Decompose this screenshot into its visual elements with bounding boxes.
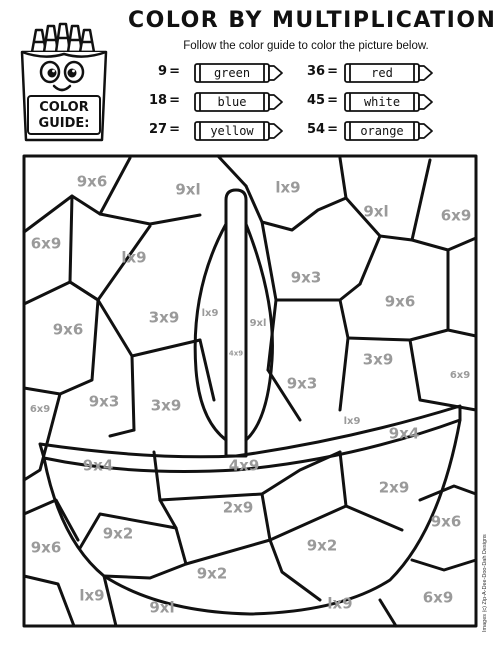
region-label: 9x4 [388, 424, 420, 443]
hull-line [154, 452, 186, 564]
region-label: 9xl [149, 598, 175, 617]
region-border [70, 196, 72, 282]
region-label: 9x3 [88, 392, 120, 411]
guide-number-value: 18 [149, 93, 168, 108]
region-border [110, 430, 134, 436]
equals-sign: = [169, 93, 180, 108]
guide-number-value: 54 [307, 122, 326, 137]
region-label: 6x9 [440, 206, 472, 225]
mascot-line2: GUIDE: [38, 116, 90, 131]
region-label: 4x9 [228, 349, 244, 358]
page-title: COLOR BY MULTIPLICATION [128, 8, 497, 33]
region-border [380, 600, 396, 626]
region-border [24, 576, 74, 626]
region-label: 3x9 [150, 396, 182, 415]
equals-sign: = [327, 93, 338, 108]
equals-sign: = [327, 64, 338, 79]
guide-number-value: 9 [158, 64, 168, 79]
region-label: lx9 [343, 416, 361, 427]
equals-sign: = [169, 64, 180, 79]
region-label: 4x9 [228, 456, 260, 475]
region-label: lx9 [275, 178, 301, 197]
region-border [24, 158, 130, 232]
region-label: 9x6 [30, 538, 62, 557]
region-label: 2x9 [222, 498, 254, 517]
region-label: 9xl [175, 180, 201, 199]
region-label: 6x9 [29, 404, 51, 415]
hull-line [104, 564, 186, 578]
region-border [346, 160, 430, 240]
region-label: 9x2 [102, 524, 134, 543]
region-label: 9x4 [82, 456, 114, 475]
region-label: 9x6 [384, 292, 416, 311]
copyright-notice: Images (c) Zip-A-Dee-Doo-Dah Designs [482, 534, 488, 632]
crayon-color-label: white [363, 95, 401, 109]
hull-line [262, 452, 340, 494]
region-border [262, 222, 360, 300]
region-border [412, 560, 476, 570]
guide-number-value: 27 [149, 122, 168, 137]
region-label: lx9 [121, 248, 147, 267]
region-label: 6x9 [449, 370, 471, 381]
equals-sign: = [169, 122, 180, 137]
equals-sign: = [327, 122, 338, 137]
region-label: 9x2 [196, 564, 228, 583]
guide-number-value: 45 [307, 93, 326, 108]
crayon-color-label: green [213, 66, 251, 80]
region-border [98, 300, 134, 430]
crayon-color-label: blue [217, 95, 247, 109]
region-label: 9xl [249, 318, 267, 329]
puzzle-frame [24, 156, 476, 626]
region-border [340, 300, 348, 410]
region-label: 6x9 [422, 588, 454, 607]
region-label: 3x9 [362, 350, 394, 369]
region-label: lx9 [79, 586, 105, 605]
hull-line [270, 506, 346, 540]
page-subtitle: Follow the color guide to color the picture below. [183, 40, 429, 52]
crayon-color-label: red [371, 66, 393, 80]
sail [195, 224, 226, 440]
region-label: 6x9 [30, 234, 62, 253]
region-label: 9x6 [52, 320, 84, 339]
region-label: lx9 [201, 308, 219, 319]
region-label: 9x3 [286, 374, 318, 393]
region-label: 9xl [363, 202, 389, 221]
crayon-color-label: orange [360, 124, 404, 138]
region-label: 9x2 [306, 536, 338, 555]
region-border [100, 214, 200, 224]
region-border [340, 158, 346, 198]
crayon-color-label: yellow [210, 124, 254, 138]
region-border [420, 486, 476, 500]
guide-number-value: 36 [307, 64, 326, 79]
region-border [200, 340, 214, 400]
region-border [360, 236, 380, 284]
region-label: lx9 [327, 594, 353, 613]
region-border [132, 340, 200, 356]
region-label: 3x9 [148, 308, 180, 327]
region-label: 9x3 [290, 268, 322, 287]
region-border [348, 330, 476, 340]
mast [226, 190, 246, 456]
region-label: 2x9 [378, 478, 410, 497]
region-border [24, 300, 98, 394]
region-label: 9x6 [430, 512, 462, 531]
region-label: 9x6 [76, 172, 108, 191]
region-border [412, 238, 476, 250]
region-border [218, 156, 246, 186]
mascot-line1: COLOR [39, 100, 89, 115]
